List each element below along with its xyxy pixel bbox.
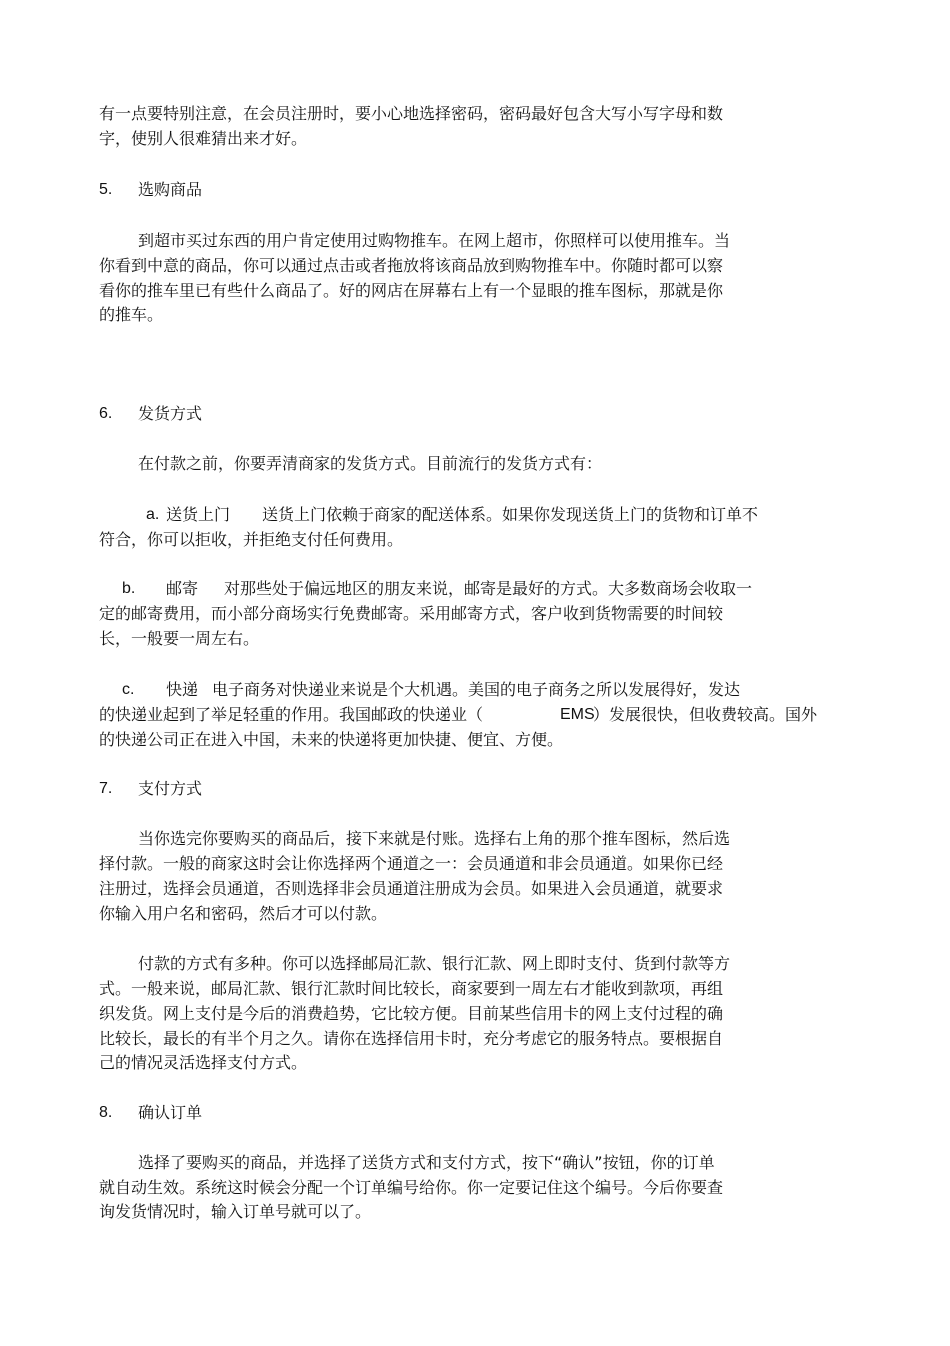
paragraph-line: 定的邮寄费用，而小部分商场实行免费邮寄。采用邮寄方式，客户收到货物需要的时间较 (99, 604, 724, 623)
list-item-name: 快递 (166, 680, 199, 699)
section-title: 确认订单 (138, 1103, 203, 1122)
paragraph-line: 的快递业起到了举足轻重的作用。我国邮政的快递业（ (99, 705, 484, 724)
list-label: b. (122, 580, 136, 597)
paragraph-line: 在付款之前，你要弄清商家的发货方式。目前流行的发货方式有： (138, 454, 603, 473)
paragraph-line: 就自动生效。系统这时候会分配一个订单编号给你。你一定要记住这个编号。今后你要查 (99, 1178, 724, 1197)
paragraph-line: 付款的方式有多种。你可以选择邮局汇款、银行汇款、网上即时支付、货到付款等方 (138, 954, 731, 973)
paragraph-line: 送货上门依赖于商家的配送体系。如果你发现送货上门的货物和订单不 (262, 505, 759, 524)
paragraph-line: 你看到中意的商品，你可以通过点击或者拖放将该商品放到购物推车中。你随时都可以察 (99, 256, 724, 275)
list-item-name: 邮寄 (166, 579, 199, 598)
paragraph-line: 择付款。一般的商家这时会让你选择两个通道之一：会员通道和非会员通道。如果你已经 (99, 854, 724, 873)
paragraph-line: 询发货情况时，输入订单号就可以了。 (99, 1202, 372, 1221)
paragraph-line: 到超市买过东西的用户肯定使用过购物推车。在网上超市，你照样可以使用推车。当 (138, 231, 731, 250)
paragraph-line: 织发货。网上支付是今后的消费趋势，它比较方便。目前某些信用卡的网上支付过程的确 (99, 1004, 724, 1023)
list-label: a. (146, 506, 160, 523)
paragraph-line: 当你选完你要购买的商品后，接下来就是付账。选择右上角的那个推车图标，然后选 (138, 829, 731, 848)
section-title: 选购商品 (138, 180, 203, 199)
paragraph-line: 长，一般要一周左右。 (99, 629, 260, 648)
list-item-name: 送货上门 (166, 505, 231, 524)
paragraph-line: 对那些处于偏远地区的朋友来说，邮寄是最好的方式。大多数商场会收取一 (224, 579, 753, 598)
paragraph-line: 比较长，最长的有半个月之久。请你在选择信用卡时，充分考虑它的服务特点。要根据自 (99, 1029, 724, 1048)
abbreviation: EMS (560, 706, 595, 723)
section-number: 7. (99, 780, 113, 797)
section-title: 发货方式 (138, 404, 203, 423)
paragraph-line: 注册过，选择会员通道，否则选择非会员通道注册成为会员。如果进入会员通道，就要求 (99, 879, 724, 898)
paragraph-line: 你输入用户名和密码，然后才可以付款。 (99, 904, 388, 923)
list-label: c. (122, 681, 135, 698)
section-number: 5. (99, 181, 113, 198)
section-number: 8. (99, 1104, 113, 1121)
section-number: 6. (99, 405, 113, 422)
section-title: 支付方式 (138, 779, 203, 798)
paragraph-line: ）发展很快，但收费较高。国外 (593, 705, 818, 724)
paragraph-line: 电子商务对快递业来说是个大机遇。美国的电子商务之所以发展得好，发达 (212, 680, 741, 699)
paragraph-line: 符合，你可以拒收，并拒绝支付任何费用。 (99, 530, 404, 549)
paragraph-line: 的快递公司正在进入中国，未来的快递将更加快捷、便宜、方便。 (99, 730, 564, 749)
paragraph-line: 己的情况灵活选择支付方式。 (99, 1053, 308, 1072)
paragraph-line: 选择了要购买的商品，并选择了送货方式和支付方式，按下“确认”按钮，你的订单 (138, 1153, 715, 1172)
paragraph-line: 看你的推车里已有些什么商品了。好的网店在屏幕右上有一个显眼的推车图标，那就是你 (99, 281, 724, 300)
paragraph-line: 有一点要特别注意，在会员注册时，要小心地选择密码，密码最好包含大写小写字母和数 (99, 104, 724, 123)
paragraph-line: 的推车。 (99, 305, 164, 324)
paragraph-line: 字，使别人很难猜出来才好。 (99, 129, 308, 148)
paragraph-line: 式。一般来说，邮局汇款、银行汇款时间比较长，商家要到一周左右才能收到款项，再组 (99, 979, 724, 998)
